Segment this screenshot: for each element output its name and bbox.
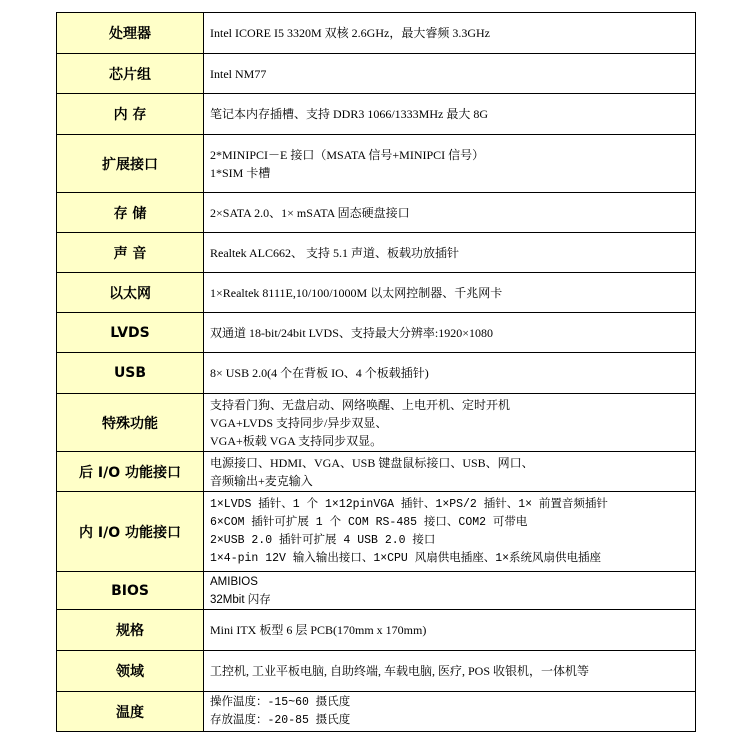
spec-label: 内 I/O 功能接口	[57, 492, 204, 572]
spec-label: 规格	[57, 610, 204, 651]
spec-value	[204, 394, 696, 452]
spec-label: 温度	[57, 692, 204, 732]
spec-value-line: AMIBIOS	[210, 575, 258, 588]
spec-value	[204, 313, 696, 353]
spec-row	[57, 54, 696, 94]
spec-label: 存 储	[57, 193, 204, 233]
spec-row	[57, 651, 696, 692]
spec-label: 以太网	[57, 273, 204, 313]
spec-value	[204, 353, 696, 394]
spec-value-line: 2*MINIPCI－E 接口（MSATA 信号+MINIPCI 信号）	[210, 147, 485, 162]
spec-row	[57, 610, 696, 651]
spec-value-line: 笔记本内存插槽、支持 DDR3 1066/1333MHz 最大 8G	[210, 107, 488, 121]
spec-value-line: VGA+LVDS 支持同步/异步双显、	[210, 415, 388, 430]
spec-value	[204, 492, 696, 572]
spec-label: 声 音	[57, 233, 204, 273]
spec-value	[204, 610, 696, 651]
spec-value	[204, 273, 696, 313]
spec-value	[204, 13, 696, 54]
spec-value	[204, 54, 696, 94]
spec-row	[57, 452, 696, 492]
spec-label: 处理器	[57, 13, 204, 54]
spec-label: 后 I/O 功能接口	[57, 452, 204, 492]
spec-value-line: Mini ITX 板型 6 层 PCB(170mm x 170mm)	[210, 623, 427, 637]
spec-value-line: 1*SIM 卡槽	[210, 165, 271, 180]
spec-row	[57, 572, 696, 610]
spec-row	[57, 233, 696, 273]
spec-value	[204, 193, 696, 233]
spec-value	[204, 94, 696, 135]
spec-value-line: 电源接口、HDMI、VGA、USB 键盘鼠标接口、USB、网口、	[210, 455, 534, 470]
spec-label: 内 存	[57, 94, 204, 135]
spec-value	[204, 452, 696, 492]
spec-value-line: 32Mbit 闪存	[210, 593, 271, 606]
spec-value-line: Realtek ALC662、 支持 5.1 声道、板载功放插针	[210, 245, 459, 260]
spec-value-line: 1×LVDS 插针、1 个 1×12pinVGA 插针、1×PS/2 插针、1× 前置音频插针	[210, 497, 608, 511]
spec-label: 芯片组	[57, 54, 204, 94]
spec-row	[57, 94, 696, 135]
spec-label: LVDS	[57, 313, 204, 353]
spec-value-line: 1×4-pin 12V 输入输出接口、1×CPU 风扇供电插座、1×系统风扇供电插座	[210, 551, 602, 565]
spec-row	[57, 353, 696, 394]
spec-value-line: 音频输出+麦克输入	[210, 473, 313, 488]
spec-row	[57, 135, 696, 193]
spec-value	[204, 135, 696, 193]
spec-value-line: Intel ICORE I5 3320M 双核 2.6GHz，最大睿频 3.3GHz	[210, 26, 490, 40]
spec-value-line: 双通道 18-bit/24bit LVDS、支持最大分辨率:1920×1080	[210, 325, 494, 340]
spec-label: 特殊功能	[57, 394, 204, 452]
spec-row	[57, 692, 696, 732]
spec-row	[57, 492, 696, 572]
spec-value-line: 1×Realtek 8111E,10/100/1000M 以太网控制器、千兆网卡	[210, 285, 503, 300]
spec-table-body	[57, 13, 696, 732]
spec-value-line: 2×SATA 2.0、1× mSATA 固态硬盘接口	[210, 205, 410, 220]
spec-value	[204, 572, 696, 610]
spec-value-line: 2×USB 2.0 插针可扩展 4 USB 2.0 接口	[210, 533, 436, 547]
spec-row	[57, 394, 696, 452]
spec-value-line: VGA+板载 VGA 支持同步双显。	[210, 433, 383, 448]
spec-label: 领域	[57, 651, 204, 692]
spec-label: 扩展接口	[57, 135, 204, 193]
spec-label: BIOS	[57, 572, 204, 610]
spec-value	[204, 651, 696, 692]
spec-label: USB	[57, 353, 204, 394]
spec-value-line: 操作温度：-15~60 摄氏度	[210, 695, 351, 709]
spec-value-line: Intel NM77	[210, 66, 267, 81]
spec-value	[204, 692, 696, 732]
spec-value-line: 工控机, 工业平板电脑, 自助终端, 车载电脑, 医疗, POS 收银机，一体机等	[210, 664, 590, 678]
spec-table	[56, 12, 696, 732]
spec-row	[57, 273, 696, 313]
spec-row	[57, 193, 696, 233]
spec-value	[204, 233, 696, 273]
spec-value-line: 6×COM 插针可扩展 1 个 COM RS-485 接口、COM2 可带电	[210, 515, 528, 529]
spec-value-line: 8× USB 2.0(4 个在背板 IO、4 个板载插针)	[210, 366, 429, 380]
spec-row	[57, 13, 696, 54]
spec-value-line: 存放温度：-20-85 摄氏度	[210, 713, 351, 727]
spec-value-line: 支持看门狗、无盘启动、网络唤醒、上电开机、定时开机	[210, 397, 511, 412]
spec-row	[57, 313, 696, 353]
